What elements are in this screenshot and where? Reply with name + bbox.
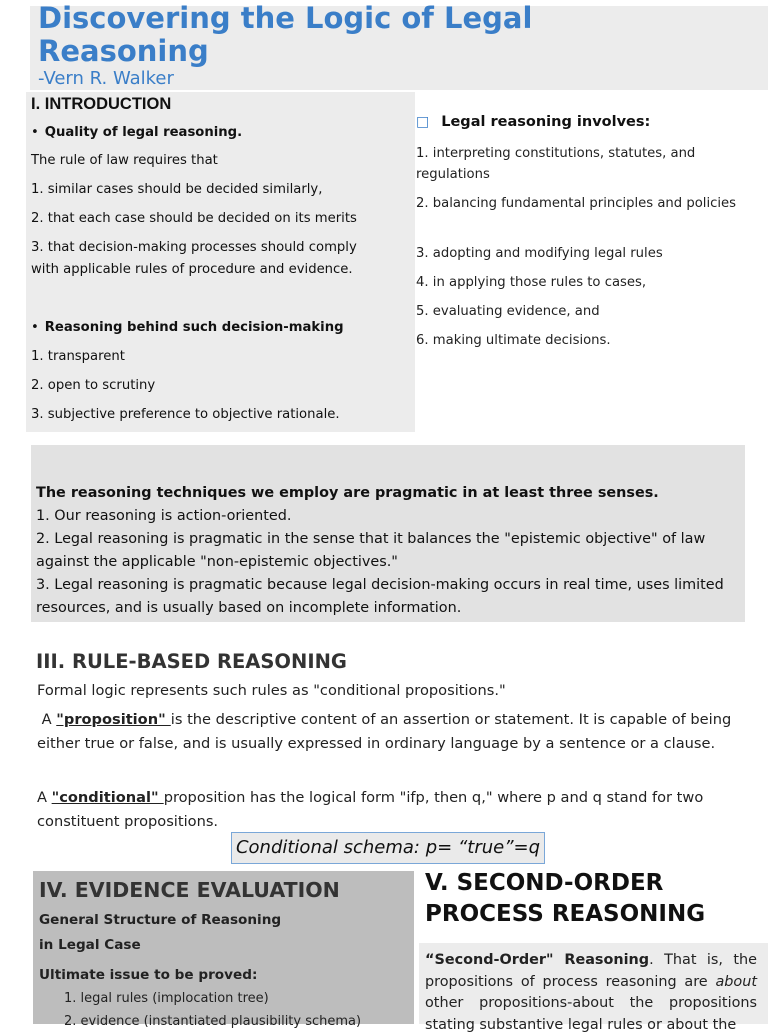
involves-item: 2. balancing fundamental principles and policies (416, 196, 737, 211)
reasoning-item: 3. subjective preference to objective rationale. (31, 407, 340, 422)
proposition-term: "proposition" (56, 711, 171, 728)
document-title: Discovering the Logic of Legal Reasoning (38, 1, 533, 68)
second-order-heading (425, 868, 705, 930)
second-order-term: “Second-Order" Reasoning (425, 952, 650, 968)
pragmatic-heading: The reasoning techniques we employ are pragmatic in at least three senses. (36, 485, 659, 501)
requirement-item: 2. that each case should be decided on its merits (31, 211, 357, 226)
second-order-emphasis: about (715, 973, 757, 990)
bullet-icon (31, 320, 45, 335)
second-order-heading-line: PROCESS REASONING (425, 901, 706, 927)
proposition-text: is the descriptive content of an assertion or statement. It is capable of being either true or false, and is usually expressed in ordinary language by a sentence or a clause. (37, 711, 732, 752)
evidence-item: 2. evidence (instantiated plausibility schema) (64, 1014, 362, 1029)
evidence-subheading: in Legal Case (39, 937, 141, 953)
reasoning-item: 1. transparent (31, 349, 125, 364)
evidence-subheading: General Structure of Reasoning (39, 912, 282, 928)
quality-heading (31, 125, 242, 140)
bullet-icon (31, 125, 45, 140)
requirement-item: 1. similar cases should be decided similarly, (31, 182, 323, 197)
author-name: -Vern R. Walker (38, 68, 174, 89)
conditional-schema-box: Conditional schema: p= “true”=q (231, 832, 545, 864)
pragmatic-point: 1. Our reasoning is action-oriented. (36, 508, 292, 524)
ultimate-issue-heading: Ultimate issue to be proved: (39, 967, 258, 983)
involves-item: 3. adopting and modifying legal rules (416, 246, 663, 261)
requirement-item: with applicable rules of procedure and evidence. (31, 262, 353, 277)
involves-item: 5. evaluating evidence, and (416, 304, 600, 319)
pragmatic-point: 2. Legal reasoning is pragmatic in the sense that it balances the "epistemic objective" of law against the applicable "non-epistemic objectives." (36, 531, 706, 570)
proposition-lead: A (41, 711, 57, 728)
reasoning-heading-text: Reasoning behind such decision-making (44, 320, 344, 335)
conditional-term: "conditional" (51, 789, 164, 806)
conditional-text: proposition has the logical form "ifp, then q," where p and q stand for two constituent propositions. (37, 789, 704, 830)
rule-based-heading: III. RULE-BASED REASONING (36, 650, 347, 673)
rule-of-law-text: The rule of law requires that (31, 153, 218, 168)
second-order-text-part: other propositions-about the propositions stating substantive legal rules or about the (425, 995, 757, 1033)
reasoning-heading (31, 320, 344, 335)
involves-item: 6. making ultimate decisions. (416, 333, 611, 348)
second-order-text-part: . That is, the propositions of process reasoning are (425, 952, 757, 990)
involves-heading-text: Legal reasoning involves: (441, 114, 651, 130)
conditional-lead: A (37, 789, 52, 806)
evidence-heading: IV. EVIDENCE EVALUATION (39, 878, 340, 902)
second-order-heading-line: V. SECOND-ORDER (425, 870, 664, 896)
proposition-paragraph (37, 708, 765, 756)
square-bullet-icon: □ (416, 114, 430, 130)
reasoning-item: 2. open to scrutiny (31, 378, 156, 393)
involves-item: 4. in applying those rules to cases, (416, 275, 647, 290)
quality-heading-text: Quality of legal reasoning. (44, 125, 243, 140)
involves-heading (416, 114, 650, 130)
pragmatic-text (36, 482, 738, 620)
second-order-text (425, 950, 757, 1036)
pragmatic-point: 3. Legal reasoning is pragmatic because legal decision-making occurs in real time, uses limited resources, and is usually based on incomplete information. (36, 577, 724, 616)
requirement-item: 3. that decision-making processes should comply (31, 240, 357, 255)
conditional-paragraph (37, 786, 765, 834)
evidence-item: 1. legal rules (implocation tree) (64, 991, 269, 1006)
rule-based-intro: Formal logic represents such rules as "conditional propositions." (37, 682, 506, 699)
involves-item: 1. interpreting constitutions, statutes, and regulations (416, 146, 696, 182)
introduction-heading: I. INTRODUCTION (31, 95, 172, 113)
